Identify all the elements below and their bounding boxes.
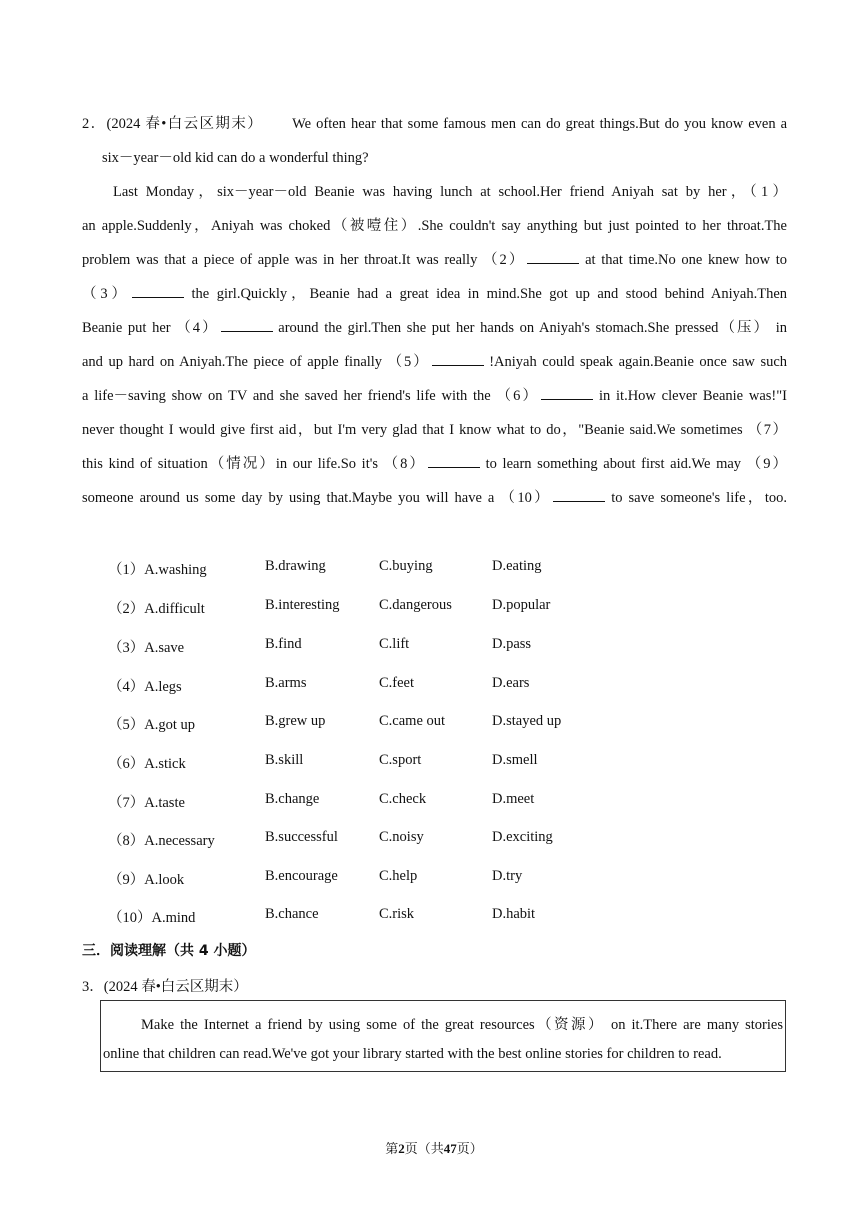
option-b[interactable]: B.grew up [265, 713, 326, 729]
option-d[interactable]: D.popular [492, 597, 551, 613]
option-b[interactable]: B.change [265, 791, 320, 807]
page-number: 2 [398, 1141, 405, 1156]
option-c[interactable]: C.noisy [379, 829, 424, 845]
option-c[interactable]: C.sport [379, 752, 422, 768]
option-c[interactable]: C.lift [379, 636, 410, 652]
option-b[interactable]: B.arms [265, 675, 307, 691]
box-line-2: online that children can read.We've got your library started with the best online stories for children to read. [103, 1046, 722, 1062]
option-d[interactable]: D.meet [492, 791, 535, 807]
option-c[interactable]: C.check [379, 791, 427, 807]
option-a[interactable]: （6）A.stick [108, 756, 186, 772]
option-b[interactable]: B.drawing [265, 558, 326, 574]
option-d[interactable]: D.pass [492, 636, 532, 652]
option-b[interactable]: B.successful [265, 829, 338, 845]
option-c[interactable]: C.buying [379, 558, 433, 574]
option-b[interactable]: B.encourage [265, 868, 338, 884]
reading-passage-box [100, 1000, 786, 1072]
option-d[interactable]: D.exciting [492, 829, 553, 845]
intro-line-1: We often hear that some famous men can do great things.But do you know even a [292, 116, 788, 132]
option-b[interactable]: B.skill [265, 752, 304, 768]
option-a[interactable]: （10）A.mind [108, 910, 196, 926]
option-d[interactable]: D.habit [492, 906, 536, 922]
option-b[interactable]: B.chance [265, 906, 319, 922]
option-d[interactable]: D.stayed up [492, 713, 562, 729]
passage-line-1: Last Monday，six－year－old Beanie was having lunch at school.Her friend Aniyah sat by her，（1） [113, 184, 787, 200]
option-c[interactable]: C.dangerous [379, 597, 452, 613]
passage-line-7: a life－saving show on TV and she saved her friend's life with the （6） in it.How clever Beanie was!"I [82, 388, 788, 404]
option-d[interactable]: D.eating [492, 558, 542, 574]
option-a[interactable]: （7）A.taste [108, 795, 185, 811]
question-source: (2024 春•白云区期末） [106, 116, 264, 132]
option-a[interactable]: （2）A.difficult [108, 601, 205, 617]
page-total: 47 [443, 1141, 457, 1156]
option-b[interactable]: B.find [265, 636, 302, 652]
passage-line-5: Beanie put her （4） around the girl.Then she put her hands on Aniyah's stomach.She pressed（压） in [82, 320, 787, 336]
intro-line-2: six－year－old kid can do a wonderful thing? [102, 150, 369, 166]
option-c[interactable]: C.came out [379, 713, 446, 729]
option-c[interactable]: C.help [379, 868, 418, 884]
question-number: 2． [82, 116, 107, 132]
option-d[interactable]: D.ears [492, 675, 530, 691]
option-a[interactable]: （1）A.washing [108, 562, 207, 578]
passage-line-3: problem was that a piece of apple was in her throat.It was really （2） at that time.No one knew how to [82, 252, 787, 268]
option-c[interactable]: C.risk [379, 906, 415, 922]
option-d[interactable]: D.try [492, 868, 523, 884]
passage-line-10: someone around us some day by using that.Maybe you will have a （10） to save someone's life，too. [82, 490, 787, 506]
option-a[interactable]: （4）A.legs [108, 679, 182, 695]
passage-line-6: and up hard on Aniyah.The piece of apple finally （5） !Aniyah could speak again.Beanie once saw such [82, 354, 788, 370]
option-a[interactable]: （9）A.look [108, 872, 185, 888]
section-heading: 三．阅读理解（共 4 小题） [82, 943, 256, 959]
blank-6[interactable] [541, 387, 593, 400]
passage-line-4: （3） the girl.Quickly，Beanie had a great idea in mind.She got up and stood behind Aniyah.Then [82, 286, 788, 302]
page-footer: 第2页（共47页） [385, 1141, 483, 1156]
passage-line-8: never thought I would give first aid，but I'm very glad that I know what to do，"Beanie said.We sometimes （7） [82, 422, 787, 438]
question-2-header [82, 112, 787, 133]
option-b[interactable]: B.interesting [265, 597, 340, 613]
blank-5[interactable] [432, 353, 484, 366]
blank-8[interactable] [428, 455, 480, 468]
blank-2[interactable] [527, 251, 579, 264]
blank-3[interactable] [132, 285, 184, 298]
option-a[interactable]: （8）A.necessary [108, 833, 215, 849]
passage-line-2: an apple.Suddenly，Aniyah was choked（被噎住）.She couldn't say anything but just pointed to her throat.The [82, 218, 787, 234]
box-line-1: Make the Internet a friend by using some of the great resources（资源） on it.There are many stories [141, 1017, 783, 1033]
option-a[interactable]: （3）A.save [108, 640, 185, 656]
option-c[interactable]: C.feet [379, 675, 415, 691]
option-a[interactable]: （5）A.got up [108, 717, 195, 733]
passage-line-9: this kind of situation（情况）in our life.So it's （8） to learn something about first aid.We may （9） [82, 456, 787, 472]
blank-4[interactable] [221, 319, 273, 332]
option-d[interactable]: D.smell [492, 752, 538, 768]
question-3-label: 3．(2024 春•白云区期末） [82, 979, 248, 995]
blank-10[interactable] [553, 489, 605, 502]
